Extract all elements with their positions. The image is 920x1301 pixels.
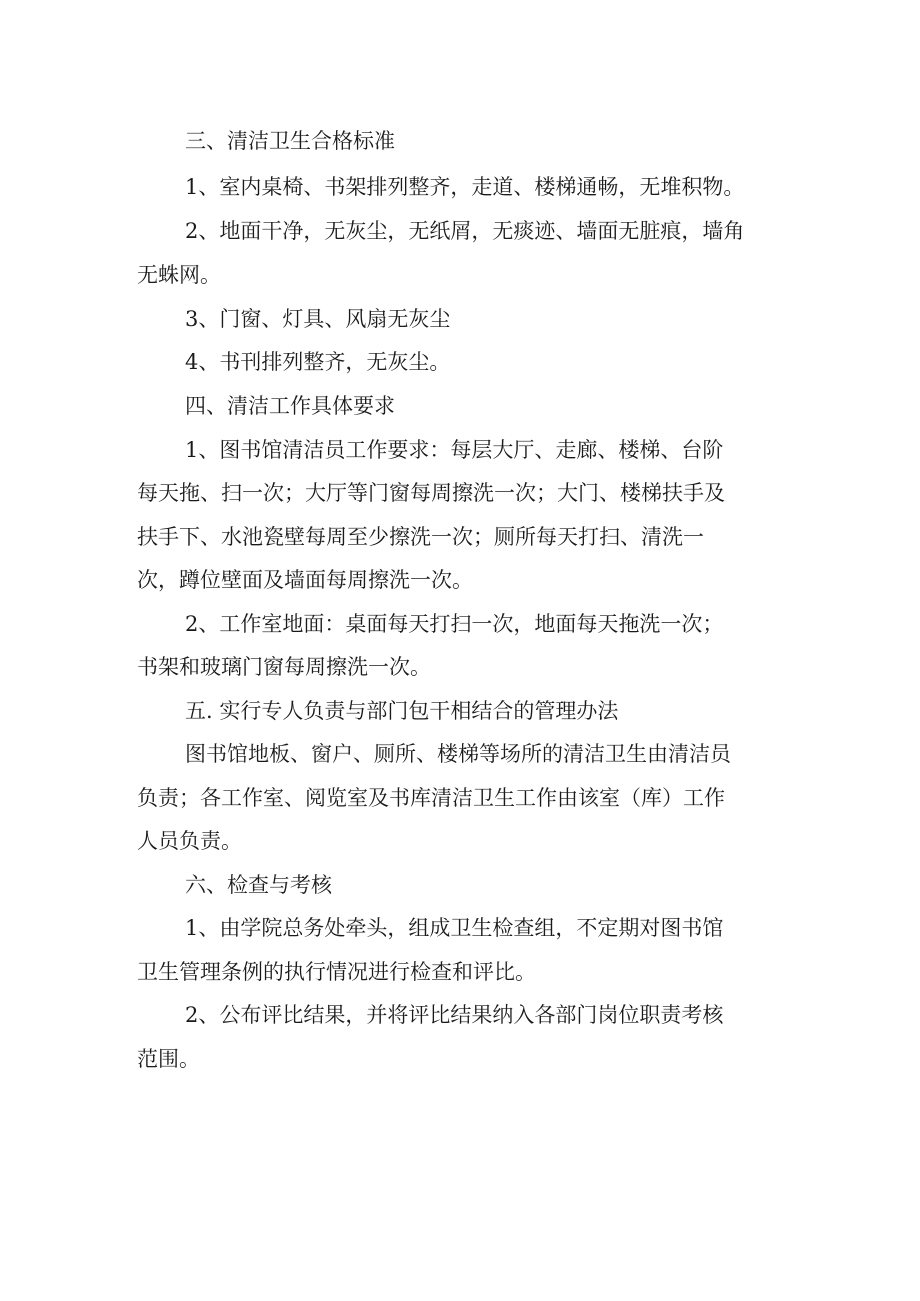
requirements-item-1-line-1: 1、图书馆清洁员工作要求：每层大厅、走廊、楼梯、台阶 — [185, 438, 724, 462]
standards-item-1: 1、室内桌椅、书架排列整齐，走道、楼梯通畅，无堆积物。 — [185, 175, 745, 199]
requirements-item-2-line-1: 2、工作室地面：桌面每天打扫一次，地面每天拖洗一次； — [185, 612, 724, 636]
requirements-item-2-line-2: 书架和玻璃门窗每周擦洗一次。 — [137, 655, 431, 679]
inspection-item-1-line-2: 卫生管理条例的执行情况进行检查和评比。 — [137, 960, 536, 984]
standards-item-2-line-1: 2、地面干净，无灰尘，无纸屑，无痰迹、墙面无脏痕，墙角 — [185, 219, 745, 243]
management-para-line-2: 负责；各工作室、阅览室及书库清洁卫生工作由该室（库）工作 — [137, 786, 725, 810]
inspection-item-1-line-1: 1、由学院总务处牵头，组成卫生检查组，不定期对图书馆 — [185, 916, 724, 940]
inspection-item-2-line-1: 2、公布评比结果，并将评比结果纳入各部门岗位职责考核 — [185, 1003, 724, 1027]
standards-item-3: 3、门窗、灯具、风扇无灰尘 — [185, 307, 451, 331]
management-para-line-3: 人员负责。 — [137, 829, 242, 853]
inspection-item-2-line-2: 范围。 — [137, 1047, 200, 1071]
standards-item-2-line-2: 无蛛网。 — [137, 263, 221, 287]
requirements-item-1-line-4: 次，蹲位壁面及墙面每周擦洗一次。 — [137, 568, 473, 592]
section-heading-requirements: 四、清洁工作具体要求 — [185, 394, 395, 418]
section-heading-inspection: 六、检查与考核 — [185, 873, 332, 897]
section-heading-management: 五. 实行专人负责与部门包干相结合的管理办法 — [185, 699, 619, 723]
requirements-item-1-line-3: 扶手下、水池瓷壁每周至少擦洗一次；厕所每天打扫、清洗一 — [137, 525, 704, 549]
management-para-line-1: 图书馆地板、窗户、厕所、楼梯等场所的清洁卫生由清洁员 — [185, 742, 731, 766]
requirements-item-1-line-2: 每天拖、扫一次；大厅等门窗每周擦洗一次；大门、楼梯扶手及 — [137, 481, 725, 505]
section-heading-standards: 三、清洁卫生合格标准 — [185, 129, 395, 153]
standards-item-4: 4、书刊排列整齐，无灰尘。 — [185, 350, 451, 374]
